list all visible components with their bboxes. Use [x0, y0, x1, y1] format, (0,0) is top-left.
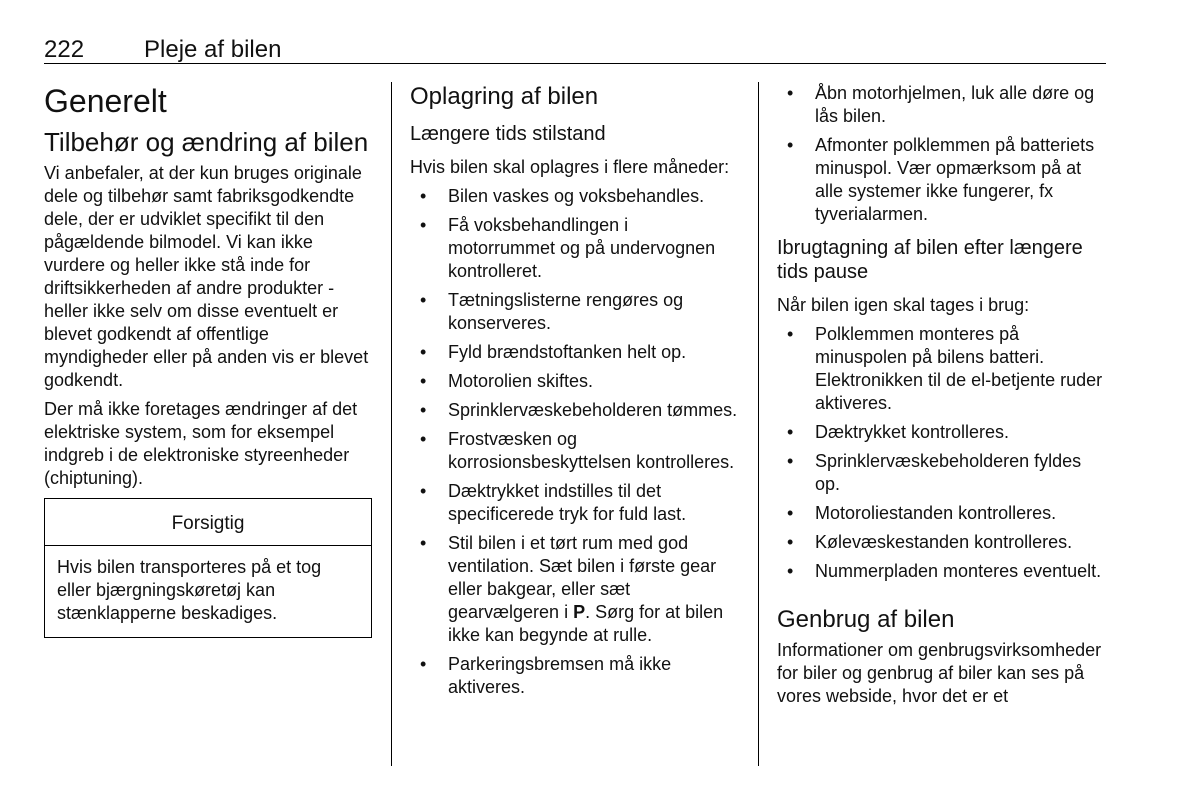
bullet-icon: • — [420, 290, 427, 310]
list-item: • Dæktrykket indstilles til det specificerede tryk for fuld last. — [420, 481, 687, 524]
list-item: • Nummerpladen monteres eventuelt. — [787, 561, 1102, 581]
column-3 — [777, 82, 1107, 714]
bullet-icon: • — [420, 342, 427, 362]
list-item: • Sprinklervæskebeholderen tømmes. — [420, 400, 738, 420]
list-item: • Motorolien skiftes. — [420, 371, 594, 391]
bullet-icon: • — [787, 532, 794, 552]
section-title-recycling: Genbrug af bilen — [777, 606, 955, 633]
bullet-icon: • — [420, 186, 427, 206]
section-title-storage: Oplagring af bilen — [410, 83, 599, 110]
page-number: 222 — [44, 36, 85, 63]
gear-position-p: P — [573, 602, 586, 622]
list-item: • Parkeringsbremsen må ikke aktiveres. — [420, 654, 672, 697]
bullet-icon: • — [420, 215, 427, 235]
recycling-text: Informationer om genbrugsvirksomheder for biler og genbrug af biler kan ses på vores webside, hvor det er et — [777, 640, 1102, 706]
bullet-icon: • — [420, 400, 427, 420]
section-title-generelt: Generelt — [44, 83, 167, 119]
list-item: • Få voksbehandlingen i motorrummet og på undervognen kontrolleret. — [420, 215, 716, 281]
caution-text: Hvis bilen transporteres på et tog eller bjærgningskøretøj kan stænklapperne beskadiges. — [57, 557, 322, 623]
bullet-icon: • — [787, 135, 794, 155]
list-item: • Stil bilen i et tørt rum med god ventilation. Sæt bilen i første gear eller bakgear, eller sæt gearvælgeren i P. Sørg for at bilen ikke kan begynde at rulle. — [420, 533, 724, 645]
bullet-icon: • — [787, 561, 794, 581]
storage-list — [410, 185, 740, 699]
page-title: Pleje af bilen — [144, 36, 282, 63]
list-item: • Polklemmen monteres på minuspolen på bilens batteri. Elektronikken til de el-betjente ruder aktiveres. — [787, 324, 1103, 413]
column-divider-1 — [391, 82, 392, 766]
bullet-icon: • — [787, 503, 794, 523]
bullet-icon: • — [787, 451, 794, 471]
intro-text: Når bilen igen skal tages i brug: — [777, 295, 1030, 315]
list-item: • Afmonter polklemmen på batteriets minuspol. Vær opmærksom på at alle systemer ikke fungerer, fx tyverialarmen. — [787, 135, 1095, 224]
bullet-icon: • — [420, 371, 427, 391]
list-item: • Kølevæskestanden kontrolleres. — [787, 532, 1073, 552]
column-divider-2 — [758, 82, 759, 766]
subsection-title-accessories: Tilbehør og ændring af bilen — [44, 127, 369, 157]
list-item: • Tætningslisterne rengøres og konserveres. — [420, 290, 684, 333]
bullet-icon: • — [787, 422, 794, 442]
subtitle-long-standstill: Længere tids stilstand — [410, 123, 606, 145]
list-item: • Frostvæsken og korrosionsbeskyttelsen kontrolleres. — [420, 429, 735, 472]
list-item: • Åbn motorhjelmen, luk alle døre og lås bilen. — [787, 83, 1095, 126]
column-2 — [410, 80, 740, 705]
bullet-icon: • — [420, 533, 427, 553]
bullet-icon: • — [420, 481, 427, 501]
caution-box — [44, 498, 372, 638]
storage-list-continued — [777, 82, 1107, 226]
column-1 — [44, 80, 374, 638]
intro-text: Hvis bilen skal oplagres i flere måneder: — [410, 157, 730, 177]
header-divider — [44, 63, 1106, 64]
bullet-icon: • — [787, 83, 794, 103]
list-item: • Motoroliestanden kontrolleres. — [787, 503, 1057, 523]
list-item: • Fyld brændstoftanken helt op. — [420, 342, 687, 362]
paragraph: Vi anbefaler, at der kun bruges originale dele og tilbehør samt fabriksgodkendte dele, der er udviklet specifikt til den pågældende bilmodel. Vi kan ikke vurdere og heller ikke stå inde for driftsikkerheden af andre produkter - heller ikke selv om disse eventuelt er blevet godkendt af offentlige myndigheder eller på anden vis er blevet godkendt. — [44, 163, 369, 390]
bullet-icon: • — [420, 429, 427, 449]
page-header — [44, 36, 1106, 64]
list-item: • Sprinklervæskebeholderen fyldes op. — [787, 451, 1082, 494]
bullet-icon: • — [787, 324, 794, 344]
list-item: • Dæktrykket kontrolleres. — [787, 422, 1010, 442]
subtitle-recommissioning: Ibrugtagning af bilen efter længere tids pause — [777, 237, 1083, 283]
bullet-icon: • — [420, 654, 427, 674]
recommissioning-list — [777, 323, 1107, 583]
list-item: • Bilen vaskes og voksbehandles. — [420, 186, 705, 206]
paragraph: Der må ikke foretages ændringer af det elektriske system, som for eksempel indgreb i de elektroniske styreenheder (chiptuning). — [44, 399, 358, 488]
caution-title: Forsigtig — [45, 499, 371, 546]
